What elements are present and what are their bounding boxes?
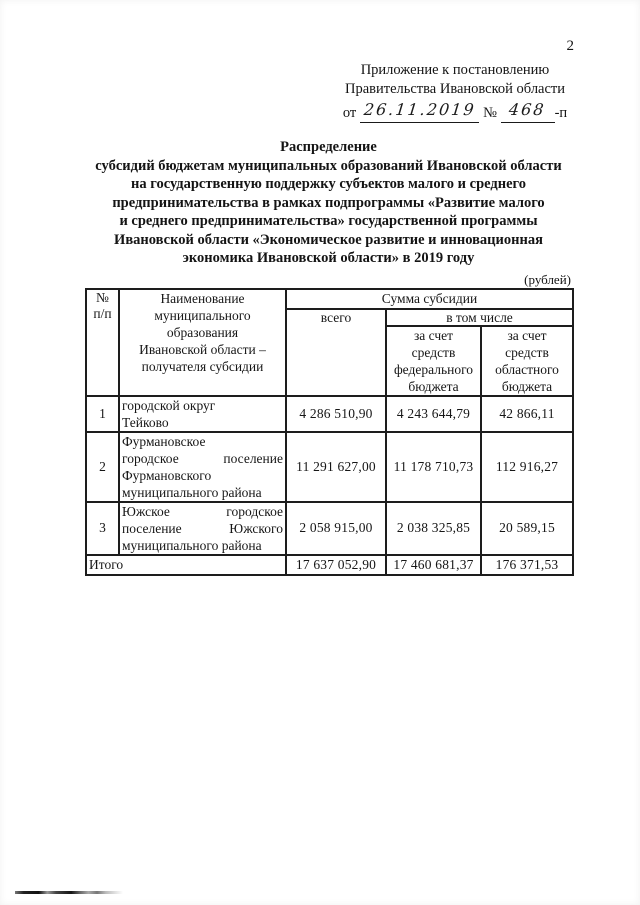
title-line: на государственную поддержку субъектов малого и среднего <box>131 176 526 192</box>
col-header-subsidy-sum: Сумма субсидии <box>286 289 573 309</box>
total-amount: 2 058 915,00 <box>286 502 386 555</box>
regional-header-line: бюджета <box>501 378 553 394</box>
name-line: Тейково <box>122 414 169 430</box>
regional-header-line: областного <box>495 361 559 377</box>
municipality-name <box>119 502 286 555</box>
appendix-reference-line <box>324 101 586 123</box>
federal-amount: 4 243 644,79 <box>386 396 481 432</box>
total-amount: 11 291 627,00 <box>286 432 386 502</box>
municipality-name <box>119 432 286 502</box>
number-sign-label: № <box>483 105 497 121</box>
number-underline <box>501 101 555 123</box>
federal-header-line: за счет <box>413 327 454 343</box>
table-row-teykovo <box>86 396 573 432</box>
date-underline <box>360 101 480 123</box>
name-line: городской округ <box>122 397 216 413</box>
grand-total-amount: 17 637 052,90 <box>286 555 386 575</box>
federal-amount: 2 038 325,85 <box>386 502 481 555</box>
row-number: 1 <box>86 396 119 432</box>
num-header-line: п/п <box>93 305 112 321</box>
name-header-line: Наименование <box>160 290 245 306</box>
regional-header-line: средств <box>505 344 549 360</box>
appendix-line-1: Приложение к постановлению <box>360 62 550 78</box>
name-line: Фурмановского <box>122 467 212 483</box>
table-row-furmanov <box>86 432 573 502</box>
name-line: Фурмановское <box>122 433 206 449</box>
document-title <box>85 138 572 268</box>
title-line: экономика Ивановской области» в 2019 году <box>182 250 475 266</box>
federal-amount: 11 178 710,73 <box>386 432 481 502</box>
col-header-municipality <box>119 289 286 396</box>
col-header-federal-budget <box>386 326 481 396</box>
name-line: муниципального района <box>122 537 262 553</box>
title-line: Распределение <box>280 139 377 155</box>
regional-amount: 42 866,11 <box>481 396 573 432</box>
municipality-name <box>119 396 286 432</box>
page-number: 2 <box>566 38 574 54</box>
name-header-line: образования <box>166 324 239 340</box>
regional-amount: 20 589,15 <box>481 502 573 555</box>
units-note: (рублей) <box>524 271 571 287</box>
name-header-line: получателя субсидии <box>141 358 264 374</box>
title-line: предпринимательства в рамках подпрограммы «Развитие малого <box>112 194 545 211</box>
appendix-block <box>324 61 586 123</box>
handwritten-number: 468 <box>508 100 547 119</box>
federal-header-line: бюджета <box>408 378 459 394</box>
col-header-number <box>86 289 119 396</box>
title-line: субсидий бюджетам муниципальных образований Ивановской области <box>95 157 562 174</box>
table-row-yuzha <box>86 502 573 555</box>
name-header-line: муниципального <box>154 307 251 323</box>
name-line: городское поселение <box>122 450 283 466</box>
from-label: от <box>342 105 357 121</box>
name-header-line: Ивановской области – <box>139 341 266 357</box>
regional-header-line: за счет <box>507 327 547 343</box>
name-line: поселение Южского <box>122 520 283 536</box>
col-header-including: в том числе <box>386 309 573 326</box>
name-line: муниципального района <box>122 484 262 500</box>
subsidy-table <box>85 288 574 576</box>
handwritten-date: 26.11.2019 <box>362 100 477 119</box>
row-number: 2 <box>86 432 119 502</box>
grand-regional-amount: 176 371,53 <box>481 555 573 575</box>
table-row-total <box>86 555 573 575</box>
total-row-label: Итого <box>86 555 286 575</box>
num-header-line: № <box>96 289 109 305</box>
name-line: Южское городское <box>122 503 283 519</box>
grand-federal-amount: 17 460 681,37 <box>386 555 481 575</box>
federal-header-line: федерального <box>393 361 474 377</box>
header-row-1 <box>86 289 573 309</box>
scan-artifact-line <box>15 891 123 894</box>
federal-header-line: средств <box>411 344 456 360</box>
title-line: и среднего предпринимательства» государственной программы <box>119 213 538 229</box>
col-header-regional-budget <box>481 326 573 396</box>
number-suffix: -п <box>554 105 568 121</box>
col-header-total: всего <box>286 309 386 396</box>
total-amount: 4 286 510,90 <box>286 396 386 432</box>
regional-amount: 112 916,27 <box>481 432 573 502</box>
row-number: 3 <box>86 502 119 555</box>
title-line: Ивановской области «Экономическое развитие и инновационная <box>114 231 543 248</box>
appendix-line-2: Правительства Ивановской области <box>344 81 566 97</box>
